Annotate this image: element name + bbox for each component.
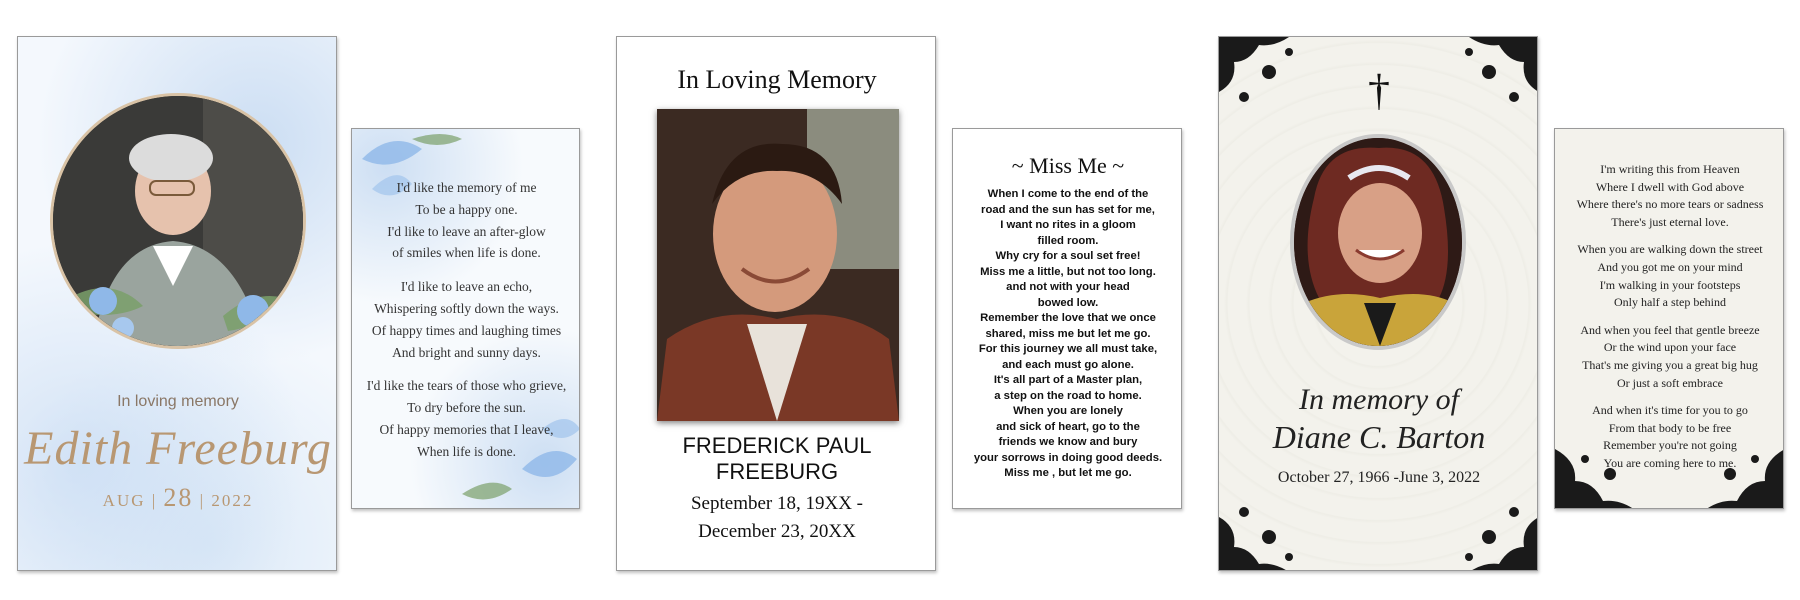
memorial-card-back-poem-3 bbox=[1554, 128, 1784, 509]
memorial-card-front-frederick bbox=[616, 36, 936, 571]
portrait-photo-edith bbox=[50, 93, 306, 349]
poem-stanza: I'm writing this from Heaven Where I dwell with God above Where there's no more tears or sadness There's just eternal love. bbox=[1576, 162, 1764, 229]
poem-stanza: I'd like to leave an echo, Whispering softly down the ways. Of happy times and laughing times And bright and sunny days. bbox=[371, 279, 562, 360]
poem-text bbox=[1555, 161, 1784, 483]
cross-icon: † bbox=[1368, 66, 1390, 115]
date-year: 2022 bbox=[211, 491, 254, 510]
card-title: In Loving Memory bbox=[677, 65, 877, 94]
poem-stanza: When you are walking down the street And you got me on your mind I'm walking in your footsteps Only half a step behind bbox=[1577, 242, 1763, 310]
poem-stanza: I'd like the memory of me To be a happy one. I'd like to leave an after-glow of smiles when life is done. bbox=[387, 180, 546, 261]
portrait-photo-diane bbox=[1290, 134, 1466, 350]
memorial-card-front-edith bbox=[17, 36, 337, 571]
poem-stanza: I'd like the tears of those who grieve, To dry before the sun. Of happy memories that I leave, When life is done. bbox=[366, 378, 567, 459]
date-month: AUG bbox=[102, 491, 146, 510]
deceased-name: Diane C. Barton bbox=[1272, 419, 1486, 455]
poem-stanza: And when it's time for you to go From that body to be free Remember you're not going You are coming here to me. bbox=[1592, 403, 1748, 470]
poem-text bbox=[352, 177, 580, 475]
memorial-date: AUG | 28 | 2022 bbox=[102, 483, 254, 512]
memorial-card-back-poem-2 bbox=[952, 128, 1182, 509]
in-memory-of-caption: In memory of bbox=[1299, 383, 1459, 416]
poem-title: ~ Miss Me ~ bbox=[1011, 153, 1125, 178]
poem-text: When I come to the end of the road and the sun has set for me, I want no rites in a gloom filled room. Why cry for a soul set free! Miss me a little, but not too long. and not with your head bowed low. Remember the love that we once shared, miss me but let me go. For this journey we all must take, and each must go alone. It's all part of a Master plan, a step on the road to home. When you are lonely and sick of heart, go to the friends we know and bury your sorrows in doing good deeds. Miss me , but let me go. bbox=[973, 188, 1163, 479]
deceased-name: Edith Freeburg bbox=[24, 422, 332, 475]
poem-stanza: And when you feel that gentle breeze Or the wind upon your face That's me giving you a great big hug Or just a soft embrace bbox=[1580, 322, 1760, 390]
date-day: 28 bbox=[163, 483, 194, 512]
memorial-card-front-diane bbox=[1218, 36, 1538, 571]
portrait-photo-frederick bbox=[657, 109, 899, 421]
deceased-name: FREDERICK PAUL FREEBURG bbox=[682, 433, 872, 484]
date-range-end: December 23, 20XX bbox=[698, 521, 856, 542]
memorial-card-back-poem-1 bbox=[351, 128, 580, 509]
date-range: October 27, 1966 -June 3, 2022 bbox=[1277, 469, 1481, 486]
date-range-start: September 18, 19XX - bbox=[690, 493, 864, 514]
in-loving-memory-caption: In loving memory bbox=[117, 393, 239, 410]
